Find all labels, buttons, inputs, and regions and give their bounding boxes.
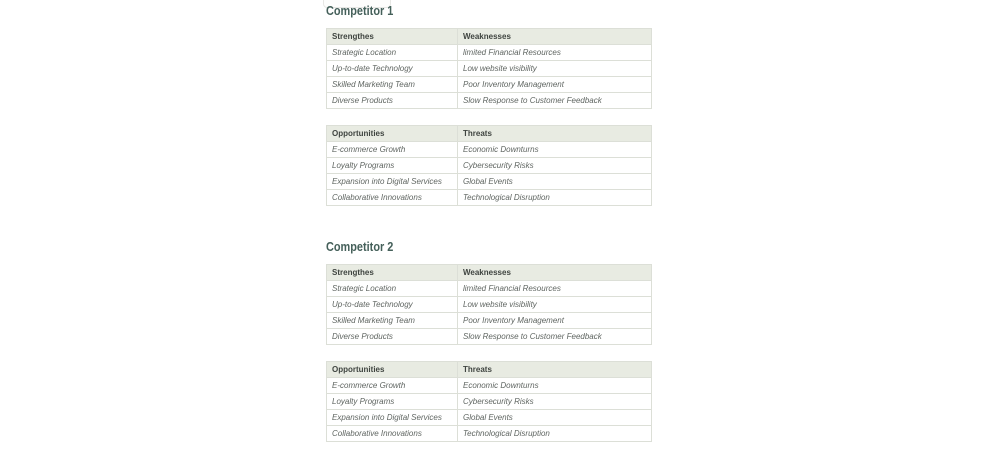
table-row	[327, 394, 652, 410]
table-row	[327, 329, 652, 345]
table-row	[327, 93, 652, 109]
column-header-strengths: Strengthes	[327, 29, 458, 45]
table-row	[327, 410, 652, 426]
table-row	[327, 77, 652, 93]
table-cell: E-commerce Growth	[327, 378, 458, 394]
table-cell: Diverse Products	[327, 329, 458, 345]
table-row	[327, 142, 652, 158]
table-cell: Slow Response to Customer Feedback	[458, 93, 652, 109]
column-header-strengths: Strengthes	[327, 265, 458, 281]
column-header-threats: Threats	[458, 362, 652, 378]
table-row	[327, 158, 652, 174]
column-header-threats: Threats	[458, 126, 652, 142]
table-cell: Loyalty Programs	[327, 158, 458, 174]
table-cell: limited Financial Resources	[458, 281, 652, 297]
table-cell: Diverse Products	[327, 93, 458, 109]
swot-table-strengths-weaknesses-2	[326, 264, 652, 345]
table-row	[327, 426, 652, 442]
table-cell: Technological Disruption	[458, 426, 652, 442]
table-cell: Technological Disruption	[458, 190, 652, 206]
table-cell: Poor Inventory Management	[458, 77, 652, 93]
table-cell: Strategic Location	[327, 281, 458, 297]
table-cell: Low website visibility	[458, 297, 652, 313]
table-row	[327, 281, 652, 297]
table-row	[327, 174, 652, 190]
table-cell: Strategic Location	[327, 45, 458, 61]
table-cell: Global Events	[458, 174, 652, 190]
section-title-competitor-2: Competitor 2	[326, 239, 394, 254]
swot-table-strengths-weaknesses-1	[326, 28, 652, 109]
table-cell: Cybersecurity Risks	[458, 158, 652, 174]
table-cell: Up-to-date Technology	[327, 61, 458, 77]
table-cell: Poor Inventory Management	[458, 313, 652, 329]
table-cell: Slow Response to Customer Feedback	[458, 329, 652, 345]
table-cell: Expansion into Digital Services	[327, 410, 458, 426]
table-cell: Economic Downturns	[458, 142, 652, 158]
table-row	[327, 313, 652, 329]
table-cell: Skilled Marketing Team	[327, 313, 458, 329]
table-cell: limited Financial Resources	[458, 45, 652, 61]
table-row	[327, 190, 652, 206]
table-header-row	[327, 29, 652, 45]
table-row	[327, 61, 652, 77]
table-cell: Cybersecurity Risks	[458, 394, 652, 410]
table-cell: Collaborative Innovations	[327, 190, 458, 206]
table-cell: E-commerce Growth	[327, 142, 458, 158]
swot-table-opportunities-threats-2	[326, 361, 652, 442]
column-header-opportunities: Opportunities	[327, 126, 458, 142]
column-header-weaknesses: Weaknesses	[458, 265, 652, 281]
table-cell: Loyalty Programs	[327, 394, 458, 410]
table-cell: Skilled Marketing Team	[327, 77, 458, 93]
table-header-row	[327, 126, 652, 142]
table-row	[327, 378, 652, 394]
column-header-opportunities: Opportunities	[327, 362, 458, 378]
column-header-weaknesses: Weaknesses	[458, 29, 652, 45]
table-cell: Low website visibility	[458, 61, 652, 77]
table-row	[327, 45, 652, 61]
table-cell: Expansion into Digital Services	[327, 174, 458, 190]
table-cell: Collaborative Innovations	[327, 426, 458, 442]
section-title-competitor-1: Competitor 1	[326, 3, 394, 18]
table-row	[327, 297, 652, 313]
table-header-row	[327, 265, 652, 281]
table-cell: Economic Downturns	[458, 378, 652, 394]
table-cell: Up-to-date Technology	[327, 297, 458, 313]
table-header-row	[327, 362, 652, 378]
table-cell: Global Events	[458, 410, 652, 426]
swot-table-opportunities-threats-1	[326, 125, 652, 206]
